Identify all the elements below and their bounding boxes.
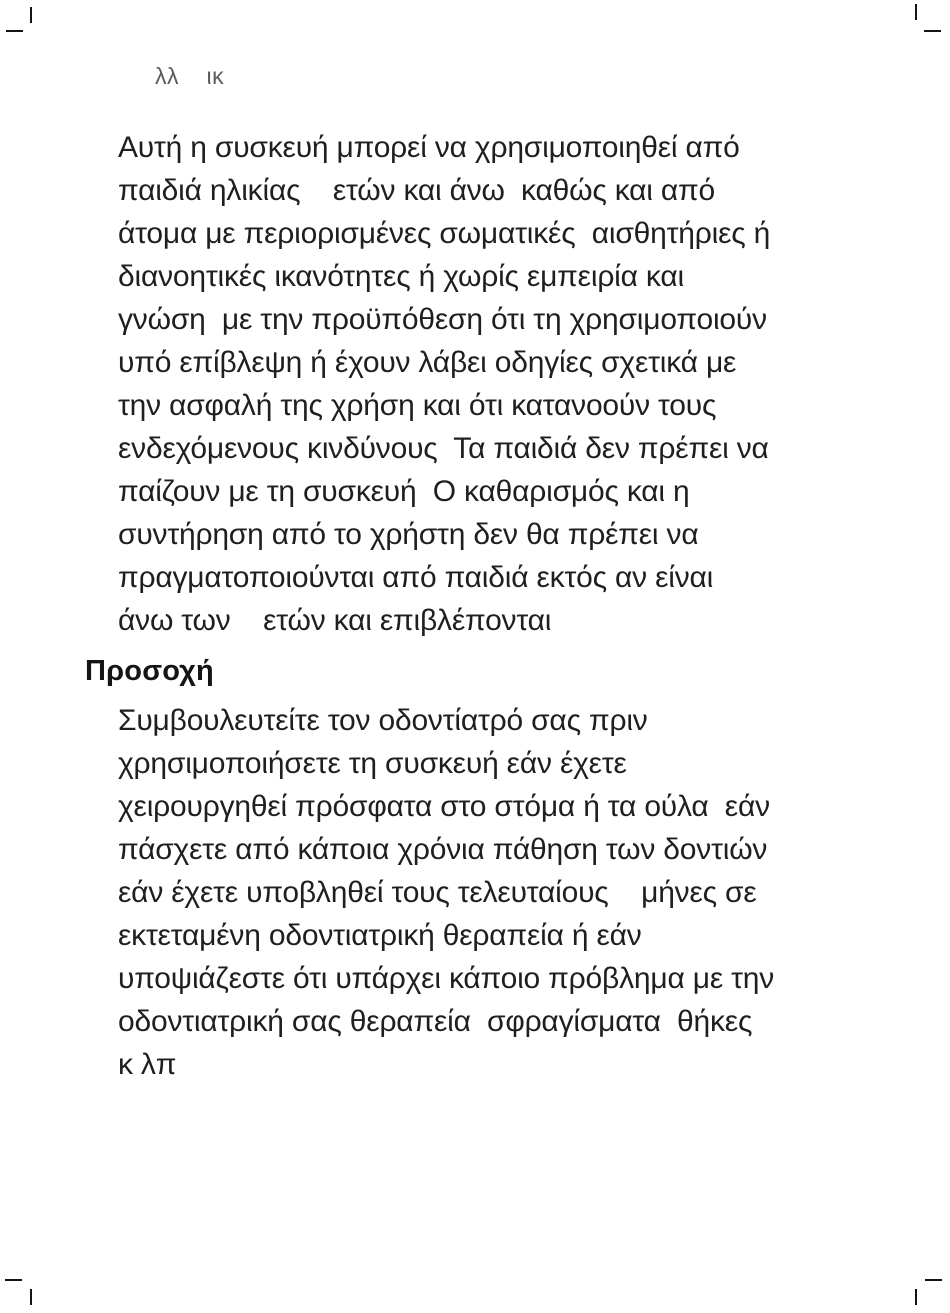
caution-paragraph <box>118 699 908 1086</box>
paragraph-line: Συμβουλευτείτε τον οδοντίατρό σας πριν <box>118 704 648 737</box>
paragraph-line: εάν έχετε υποβληθεί τους τελευταίους μήνες σε <box>118 876 757 909</box>
paragraph-line: οδοντιατρική σας θεραπεία σφραγίσματα θήκες <box>118 1005 753 1038</box>
crop-mark-top-left-vertical <box>30 7 32 23</box>
paragraph-line: παίζουν με τη συσκευή Ο καθαρισμός και η <box>118 475 690 508</box>
crop-mark-bottom-right-horizontal <box>925 1279 942 1281</box>
crop-mark-top-right-vertical <box>915 4 917 20</box>
paragraph-line: συντήρηση από το χρήστη δεν θα πρέπει να <box>118 518 699 551</box>
crop-mark-bottom-right-vertical <box>915 1289 917 1305</box>
paragraph-line: υπό επίβλεψη ή έχουν λάβει οδηγίες σχετικά με <box>118 346 737 379</box>
paragraph-line: γνώση με την προϋπόθεση ότι τη χρησιμοποιούν <box>118 303 767 336</box>
language-header: λλ ικ <box>155 63 225 89</box>
paragraph-line: την ασφαλή της χρήση και ότι κατανοούν τους <box>118 389 717 422</box>
paragraph-line: παιδιά ηλικίας ετών και άνω καθώς και από <box>118 174 716 207</box>
paragraph-line: διανοητικές ικανότητες ή χωρίς εμπειρία και <box>118 260 684 293</box>
crop-mark-top-right-horizontal <box>924 30 941 32</box>
paragraph-line: χειρουργηθεί πρόσφατα στο στόμα ή τα ούλα εάν <box>118 790 770 823</box>
paragraph-line: υποψιάζεστε ότι υπάρχει κάποιο πρόβλημα με την <box>118 962 775 995</box>
child-safety-paragraph <box>118 126 908 642</box>
paragraph-line: άνω των ετών και επιβλέπονται <box>118 604 552 637</box>
caution-heading: Προσοχή <box>85 655 214 687</box>
paragraph-line: εκτεταμένη οδοντιατρική θεραπεία ή εάν <box>118 919 642 952</box>
paragraph-line: Αυτή η συσκευή μπορεί να χρησιμοποιηθεί από <box>118 131 740 164</box>
paragraph-line: ενδεχόμενους κινδύνους Τα παιδιά δεν πρέπει να <box>118 432 769 465</box>
paragraph-line: κ λπ <box>118 1048 177 1081</box>
paragraph-line: πάσχετε από κάποια χρόνια πάθηση των δοντιών <box>118 833 768 866</box>
paragraph-line: άτομα με περιορισμένες σωματικές αισθητήριες ή <box>118 217 771 250</box>
crop-mark-bottom-left-horizontal <box>5 1279 22 1281</box>
paragraph-line: πραγματοποιούνται από παιδιά εκτός αν είναι <box>118 561 714 594</box>
crop-mark-bottom-left-vertical <box>30 1289 32 1305</box>
paragraph-line: χρησιμοποιήσετε τη συσκευή εάν έχετε <box>118 747 627 780</box>
crop-mark-top-left-horizontal <box>6 30 23 32</box>
